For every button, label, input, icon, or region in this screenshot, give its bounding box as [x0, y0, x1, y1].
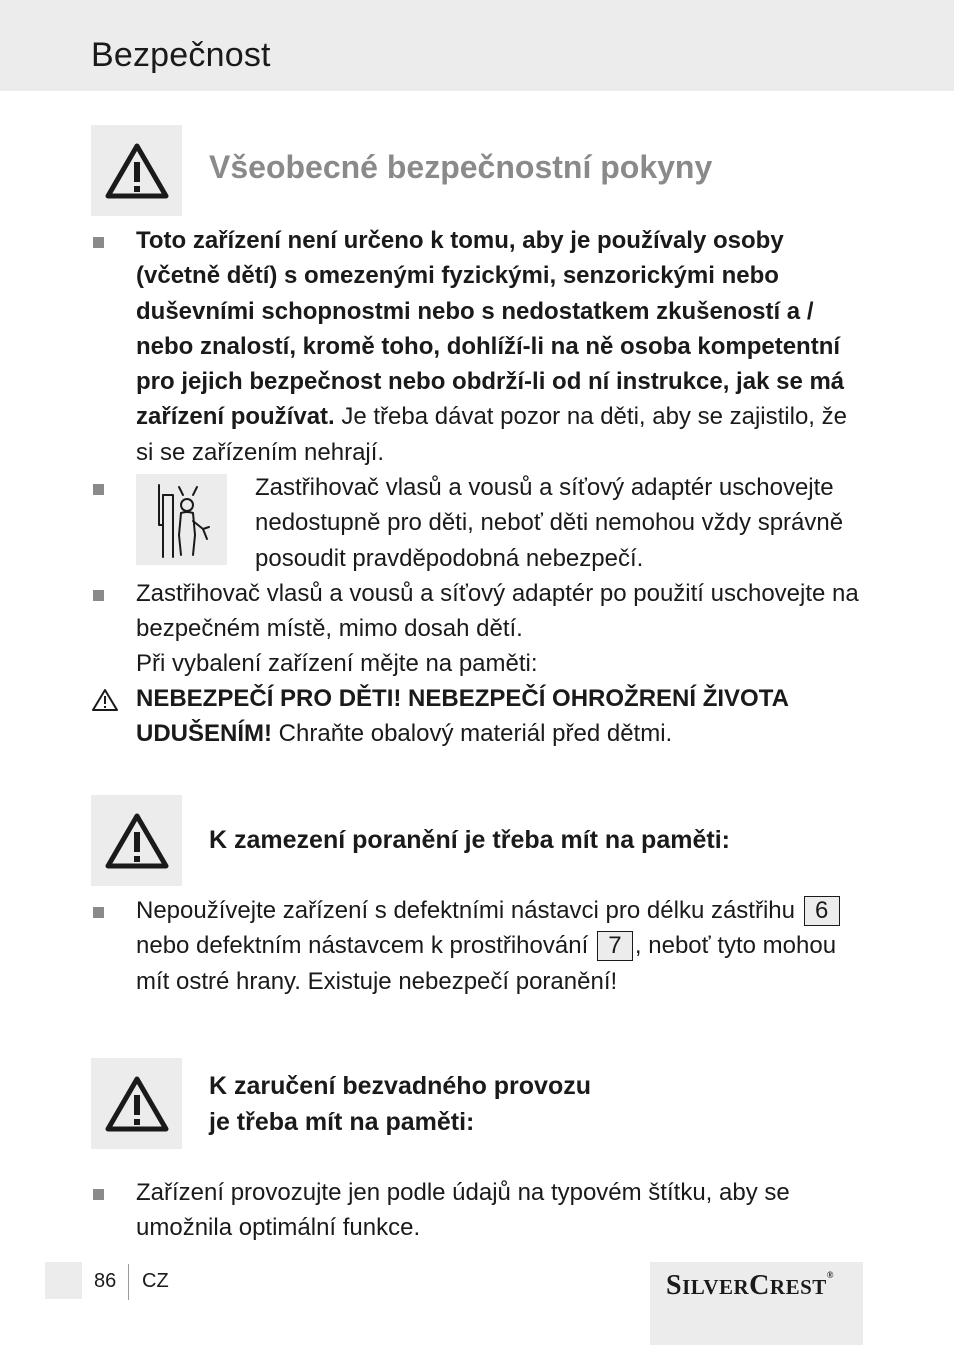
reference-number: 7	[597, 931, 633, 961]
child-warning-icon	[149, 481, 215, 559]
bullet-icon	[93, 907, 104, 918]
language-code: CZ	[142, 1270, 169, 1292]
danger-text-bold: NEBEZPEČÍ PRO DĚTI! NEBEZPEČÍ OHROŽRENÍ ŽIVOTA UDUŠENÍM!	[136, 685, 789, 748]
heading-line: K zaručení bezvadného provozu	[209, 1072, 592, 1100]
list-item-text: , neboť tyto mohou mít ostré hrany. Existuje nebezpečí poranění!	[136, 932, 837, 995]
warning-triangle-icon	[91, 688, 119, 712]
warning-triangle-icon	[104, 812, 170, 870]
bullet-icon	[93, 484, 104, 495]
list-item: Zastřihovač vlasů a vousů a síťový adaptér uschovejte nedostupně pro děti, neboť děti nemohou vždy správně posoudit pravděpodobná nebezpečí.	[255, 474, 844, 572]
list-item-text: Nepoužívejte zařízení s defektními nástavci pro délku zástřihu	[136, 897, 795, 924]
list-item: Zařízení provozujte jen podle údajů na typovém štítku, aby se umožnila optimální funkce.	[136, 1179, 790, 1242]
warning-triangle-icon	[104, 142, 170, 200]
footer-box	[45, 1262, 82, 1299]
danger-text: Chraňte obalový materiál před dětmi.	[278, 720, 673, 748]
list-item	[136, 893, 866, 999]
brand-logo: SILVERCREST®	[666, 1270, 834, 1301]
warning-triangle-icon	[104, 1075, 170, 1133]
warning-box	[91, 1058, 182, 1149]
section-heading-operation	[209, 1068, 591, 1140]
list-item	[136, 223, 866, 470]
child-warning-box	[136, 474, 227, 565]
reference-number: 6	[804, 896, 840, 926]
danger-notice	[136, 681, 866, 752]
warning-box	[91, 125, 182, 216]
list-item: Zastřihovač vlasů a vousů a síťový adaptér po použití uschovejte na bezpečném místě, mimo dosah dětí.	[136, 580, 859, 643]
warning-text-bold: Toto zařízení není určeno k tomu, aby je používaly osoby (včetně dětí) s omezenými fyzickými, senzorickými nebo duševními schopnostmi nebo s nedostatkem zkušeností a / nebo znalostí, kromě toho, dohlíží-li na ně osoba kompetentní pro jejich bezpečnost nebo obdrží-li od ní instrukce, jak se má zařízení používat.	[136, 227, 845, 431]
footer-divider	[128, 1264, 129, 1300]
warning-text: Je třeba dávat pozor na děti, aby se zajistilo, že si se zařízením nehrají.	[136, 403, 847, 466]
page-number: 86	[94, 1270, 117, 1292]
unpack-note: Při vybalení zařízení mějte na paměti:	[136, 650, 538, 677]
heading-line: je třeba mít na paměti:	[209, 1108, 475, 1136]
page-title: Bezpečnost	[91, 36, 271, 74]
bullet-icon	[93, 590, 104, 601]
section-heading-injury: K zamezení poranění je třeba mít na paměti:	[209, 826, 730, 854]
section-heading-general-safety: Všeobecné bezpečnostní pokyny	[209, 149, 713, 185]
bullet-icon	[93, 237, 104, 248]
list-item-text: nebo defektním nástavcem k prostřihování	[136, 932, 589, 960]
bullet-icon	[93, 1189, 104, 1200]
warning-box	[91, 795, 182, 886]
